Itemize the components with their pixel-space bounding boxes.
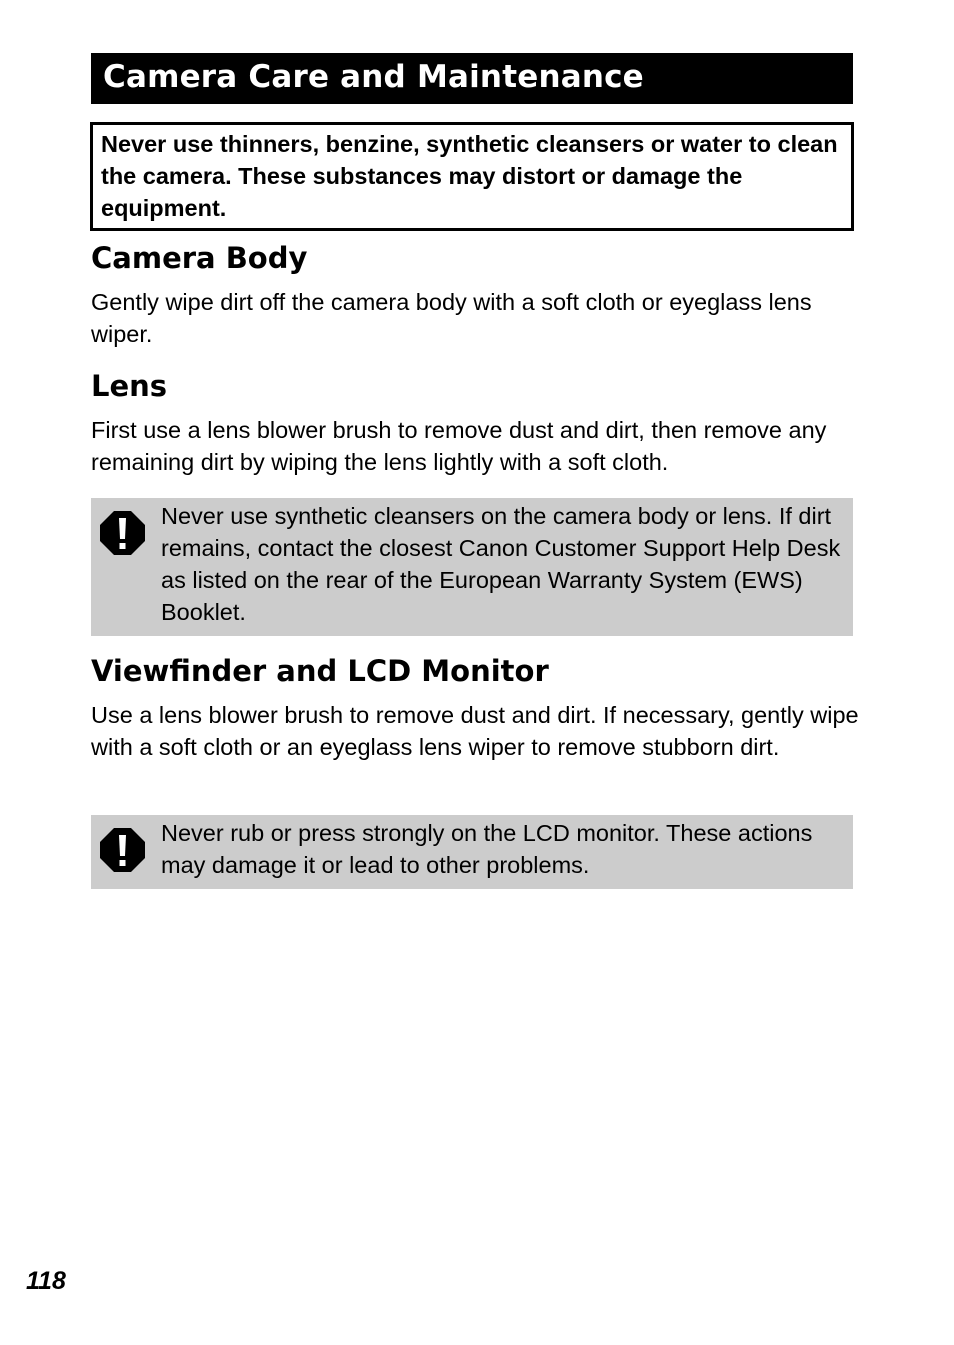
page-title: Camera Care and Maintenance (103, 59, 644, 95)
caution-note-lcd (91, 815, 853, 889)
section-heading-lens: Lens (91, 369, 168, 403)
warning-text: Never use thinners, benzine, synthetic cleansers or water to clean the camera. These substances may distort or damage the equipment. (101, 131, 838, 221)
section-body-camera-body: Gently wipe dirt off the camera body with a soft cloth or eyeglass lens wiper. (91, 289, 812, 347)
caution-note-lens (91, 498, 853, 636)
section-body-viewfinder: Use a lens blower brush to remove dust and dirt. If necessary, gently wipe with a soft cloth or an eyeglass lens wiper to remove stubborn dirt. (91, 702, 859, 760)
caution-note-text: Never rub or press strongly on the LCD monitor. These actions may damage it or lead to other problems. (161, 820, 813, 878)
caution-icon (100, 828, 145, 872)
caution-icon (100, 511, 145, 555)
title-bar (91, 53, 853, 104)
warning-box (90, 122, 854, 231)
caution-note-text: Never use synthetic cleansers on the camera body or lens. If dirt remains, contact the closest Canon Customer Support Help Desk as listed on the rear of the European Warranty System (EWS) Booklet. (161, 503, 841, 625)
page-number: 118 (26, 1267, 66, 1295)
section-heading-camera-body: Camera Body (91, 241, 308, 275)
section-heading-viewfinder: Viewfinder and LCD Monitor (91, 654, 549, 688)
section-body-lens: First use a lens blower brush to remove dust and dirt, then remove any remaining dirt by wiping the lens lightly with a soft cloth. (91, 417, 827, 475)
